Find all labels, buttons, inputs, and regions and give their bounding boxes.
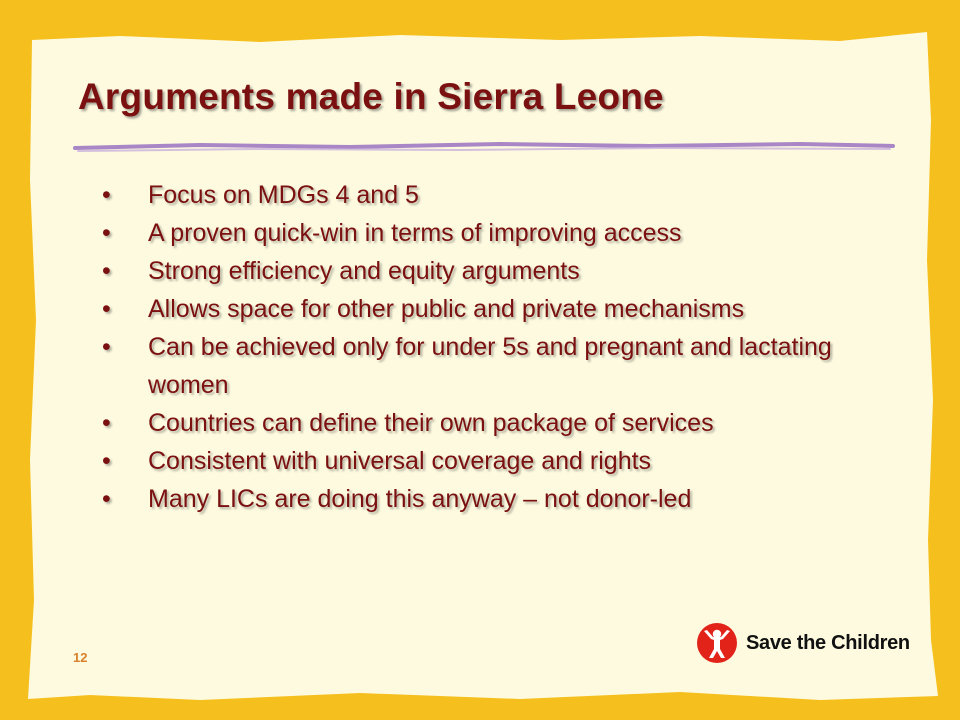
bullet-text: Countries can define their own package of services	[148, 409, 714, 437]
list-item	[100, 404, 840, 442]
bullet-dot: •	[102, 219, 111, 247]
list-item	[100, 176, 840, 214]
bullet-dot: •	[102, 447, 111, 475]
bullet-text: Consistent with universal coverage and rights	[148, 447, 652, 475]
page-number: 12	[73, 650, 88, 665]
bullet-dot: •	[102, 181, 111, 209]
list-item	[100, 214, 840, 252]
bullet-text: Allows space for other public and private mechanisms	[148, 295, 745, 323]
logo-text: Save the Children	[746, 631, 910, 654]
bullet-dot: •	[102, 333, 111, 361]
list-item	[100, 328, 840, 404]
bullet-text: A proven quick-win in terms of improving access	[148, 219, 682, 247]
save-the-children-logo	[696, 622, 910, 664]
slide-title: Arguments made in Sierra Leone	[78, 76, 664, 117]
bullet-text: Can be achieved only for under 5s and pregnant and lactating women	[148, 333, 832, 399]
bullet-dot: •	[102, 295, 111, 323]
list-item	[100, 252, 840, 290]
list-item	[100, 480, 840, 518]
list-item	[100, 290, 840, 328]
bullet-dot: •	[102, 257, 111, 285]
bullet-text: Strong efficiency and equity arguments	[148, 257, 580, 285]
bullet-list	[100, 176, 840, 518]
bullet-dot: •	[102, 409, 111, 437]
bullet-text: Focus on MDGs 4 and 5	[148, 181, 419, 209]
list-item	[100, 442, 840, 480]
bullet-text: Many LICs are doing this anyway – not donor-led	[148, 485, 692, 513]
bullet-dot: •	[102, 485, 111, 513]
child-figure-icon	[696, 622, 738, 664]
